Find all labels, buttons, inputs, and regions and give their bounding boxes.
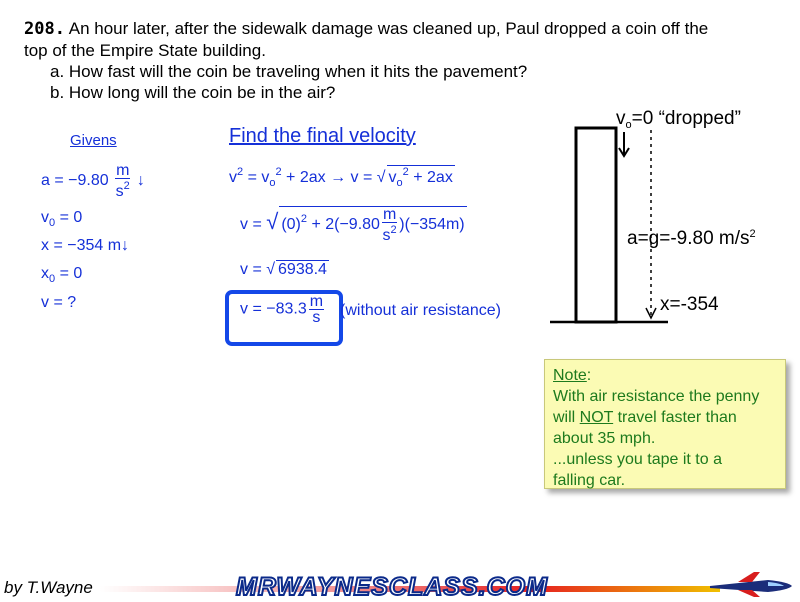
note-line-5: falling car.	[553, 472, 626, 489]
note-line-1: With air resistance the penny	[553, 388, 760, 405]
radicand-2: $(0)^2 + 2(-9.80$ $\frac{m}{s^2}$ )(−354m)	[281, 206, 465, 244]
building-shape	[576, 128, 616, 322]
note-line-4: ...unless you tape it to a	[553, 451, 722, 468]
problem-line-2: top of the Empire State building.	[24, 41, 266, 60]
radicand-3: 6938.4	[278, 261, 327, 278]
problem-text	[24, 18, 764, 103]
note-line-3: about 35 mph.	[553, 430, 656, 447]
acceleration-label: a=g=-9.80 $m/s^2$	[627, 228, 756, 249]
sqrt-icon: √	[266, 261, 276, 278]
accel-unit-fraction: $\frac{m}{s^2}$	[115, 162, 130, 200]
sqrt-icon: √	[266, 209, 279, 235]
eq2-unit-fraction: $\frac{m}{s^2}$	[382, 206, 397, 244]
problem-part-a: a. How fast will the coin be traveling when it hits the pavement?	[50, 62, 528, 81]
displacement-label: x=-354	[660, 294, 719, 315]
down-arrow-icon: ↓	[136, 172, 145, 190]
problem-part-b: b. How long will the coin be in the air?	[50, 83, 336, 102]
air-resistance-note: (without air resistance)	[340, 302, 501, 319]
dropped-label: $v_o=0$ “dropped”	[616, 108, 741, 131]
site-logo-text[interactable]: MRWAYNESCLASS.COM	[236, 573, 548, 601]
problem-line-1: 208. An hour later, after the sidewalk damage was cleaned up, Paul dropped a coin off the	[24, 19, 709, 39]
given-acceleration: a = −9.80 $\frac{m}{s^2}$ ↓	[41, 162, 145, 200]
equation-1: $v^2 = v_o^2 + 2ax \to v$ = √ $v_o^2 + 2ax$	[229, 166, 453, 189]
givens-heading: Givens	[70, 132, 117, 149]
given-x: x = −354 m↓	[41, 237, 130, 254]
author-credit: by T.Wayne	[4, 578, 93, 597]
sqrt-icon: √	[376, 169, 386, 186]
given-x0: $x_0 = 0$	[41, 265, 83, 285]
equation-3: v = √ 6938.4	[240, 261, 327, 278]
rocket-icon	[708, 570, 794, 598]
note-heading-line: Note:	[553, 367, 592, 384]
note-box	[544, 359, 786, 489]
equation-2: v = √ $(0)^2 + 2(-9.80$ $\frac{m}{s^2}$ )(−354m)	[240, 206, 465, 244]
answer-equation: v = −83.3 $\frac{m}{s}$	[240, 293, 324, 326]
given-v: v = ?	[41, 294, 77, 311]
solution-title: Find the final velocity	[229, 125, 416, 147]
note-line-2: will NOT travel faster than	[553, 409, 737, 426]
answer-unit-fraction: $\frac{m}{s}$	[309, 293, 324, 326]
note-heading: Note	[553, 367, 587, 384]
radicand-1: $v_o^2 + 2ax$	[388, 166, 453, 189]
problem-number: 208.	[24, 19, 65, 39]
given-v0: $v_0 = 0$	[41, 209, 83, 229]
